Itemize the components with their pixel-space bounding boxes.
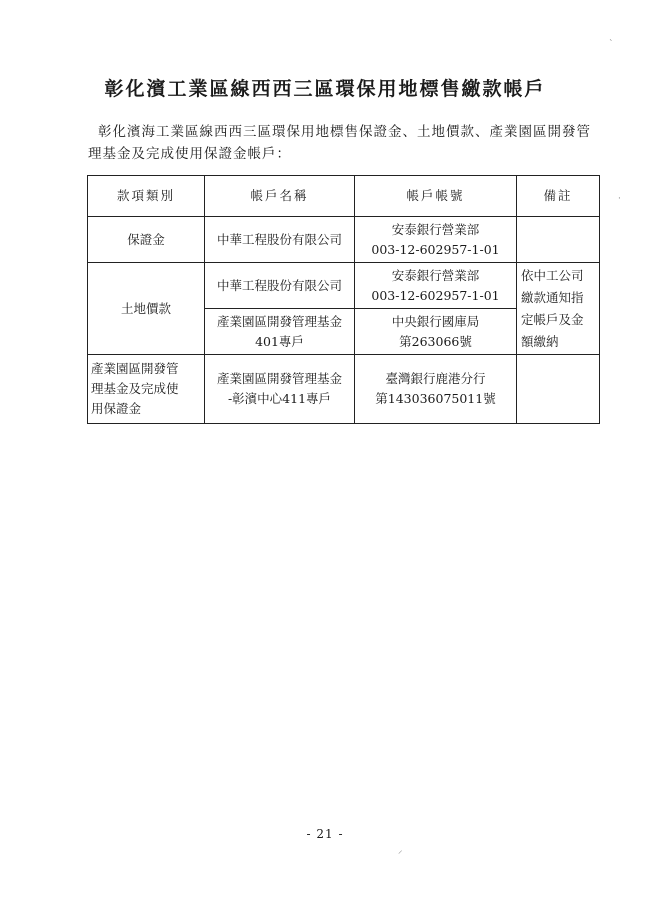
account-number: 第263066號 [399,333,472,349]
cell-remarks-land [517,263,600,355]
header-category: 款項類別 [88,176,205,217]
remarks-line: 繳款通知指 [521,289,584,305]
cell-account-name-land-1: 中華工程股份有限公司 [205,263,355,309]
table-row-deposit [88,217,600,263]
remarks-line: 依中工公司 [521,267,584,283]
header-remarks: 備註 [517,176,600,217]
cell-remarks-deposit [517,217,600,263]
scan-speck-mark: ⸝ [398,846,403,856]
cell-category-fund [88,355,205,424]
cell-account-name-land-2 [205,309,355,355]
account-number: 第143036075011號 [375,391,496,406]
cell-category-land: 土地價款 [88,263,205,355]
cell-account-name-deposit: 中華工程股份有限公司 [205,217,355,263]
remarks-line: 定帳戶及金 [521,311,584,327]
account-name-line: 產業園區開發管理基金 [216,371,342,386]
page-number: - 21 - [306,827,344,841]
cell-account-number-land-1 [355,263,517,309]
cell-account-number-fund [355,355,517,424]
category-line: 理基金及完成使 [91,381,179,396]
cell-account-name-fund [205,355,355,424]
intro-line-2: 理基金及完成使用保證金帳戶： [88,146,291,162]
account-name-line: 產業園區開發管理基金 [216,313,342,329]
bank-name: 臺灣銀行鹿港分行 [385,371,486,386]
remarks-line: 額繳納 [521,333,559,349]
cell-category-deposit: 保證金 [88,217,205,263]
header-account-number: 帳戶帳號 [355,176,517,217]
category-line: 產業園區開發管 [91,361,179,376]
cell-account-number-land-2 [355,309,517,355]
account-name-line: -彰濱中心411專戶 [227,391,332,406]
account-name-line: 401專戶 [255,333,304,349]
table-header-row [88,176,600,217]
scan-speck-mark: · [618,194,621,204]
bank-name: 中央銀行國庫局 [391,313,480,329]
intro-paragraph [88,121,603,165]
scan-speck-mark: ` [609,40,614,50]
cell-account-number-deposit [355,217,517,263]
bank-name: 安泰銀行營業部 [391,221,480,237]
header-account-name: 帳戶名稱 [205,176,355,217]
account-table [87,175,600,424]
bank-name: 安泰銀行營業部 [391,267,480,283]
table-row-fund [88,355,600,424]
account-number: 003-12-602957-1-01 [371,287,500,303]
category-line: 用保證金 [91,401,142,416]
cell-remarks-fund [517,355,600,424]
table-row-land-1 [88,263,600,309]
account-number: 003-12-602957-1-01 [371,241,500,257]
page-title: 彰化濱工業區線西西三區環保用地標售繳款帳戶 [104,78,546,100]
intro-line-1: 彰化濱海工業區線西西三區環保用地標售保證金、土地價款、產業園區開發管 [98,124,591,140]
